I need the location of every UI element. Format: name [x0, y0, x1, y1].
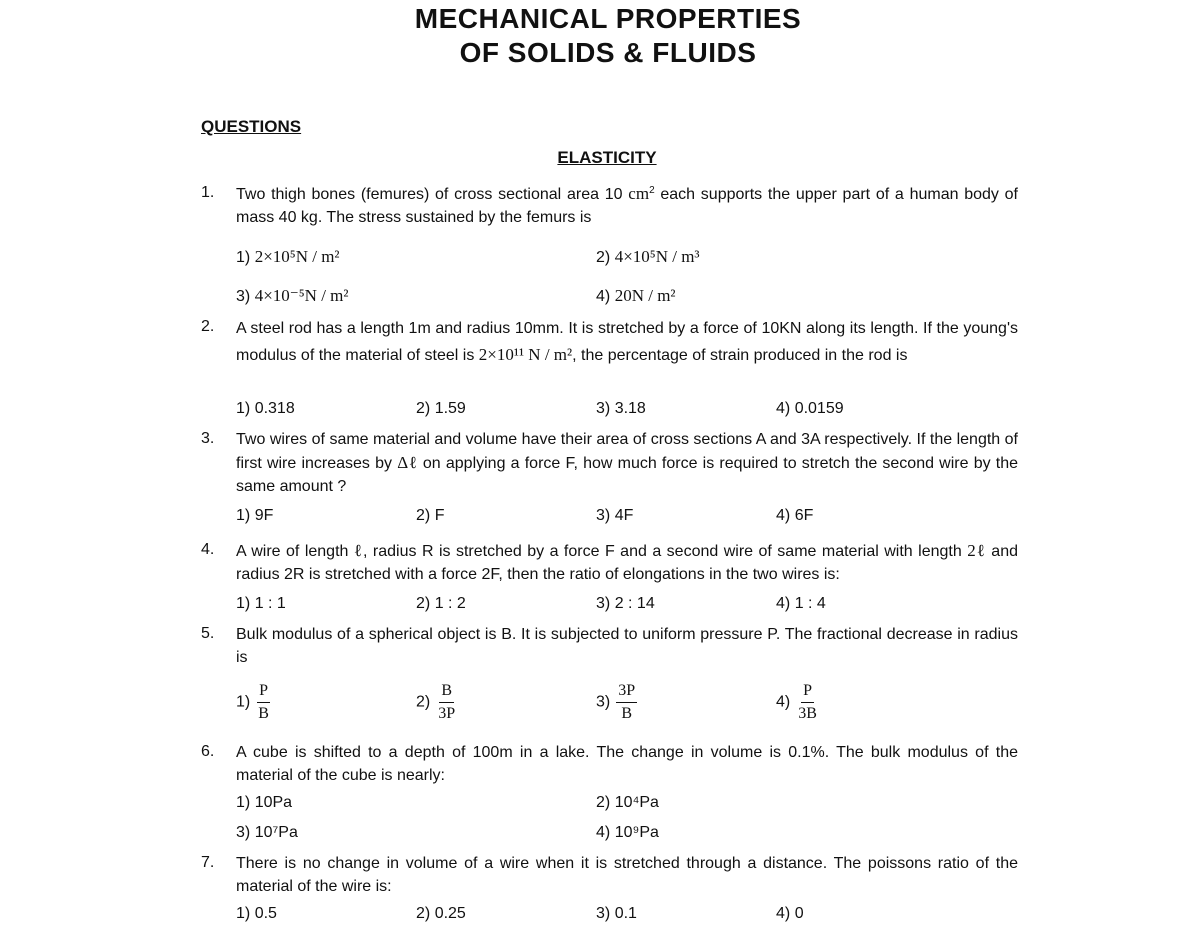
question-number: 2.: [201, 318, 215, 335]
option[interactable]: 4) 1 : 4: [776, 595, 826, 612]
fraction: $\frac{B}{3P}$: [438, 682, 456, 722]
option[interactable]: 4) 20N / m²: [596, 286, 676, 305]
option[interactable]: 3) $\frac{3P}{B}$: [596, 682, 636, 722]
option[interactable]: 2) F: [416, 507, 445, 524]
option[interactable]: 3) 0.1: [596, 905, 637, 922]
question-number: 1.: [201, 184, 215, 201]
question-number: 6.: [201, 743, 215, 760]
option[interactable]: 2) $\frac{B}{3P}$: [416, 682, 456, 722]
option[interactable]: 1) 10Pa: [236, 794, 293, 811]
section-heading: QUESTIONS: [201, 117, 302, 136]
option[interactable]: 4) 0: [776, 905, 804, 922]
option[interactable]: 2) 4×10⁵N / m³: [596, 247, 700, 266]
option[interactable]: 2) 1.59: [416, 400, 466, 417]
page-title-line1: MECHANICAL PROPERTIES: [414, 3, 802, 34]
question-text: Two thigh bones (femures) of cross sectional area 10 $cm^2$ each supports the upper part of a human body of mass 40 kg. The stress sustained by the femurs is: [236, 184, 1019, 226]
question-text: A steel rod has a length 1m and radius 10mm. It is stretched by a force of 10KN along its length. If the young's modulus of the material of steel is 2×10¹¹ N / m², the percentage of strain produced in the rod is: [236, 320, 1018, 364]
option[interactable]: 1) 0.5: [236, 905, 277, 922]
fraction: $\frac{3P}{B}$: [618, 682, 636, 722]
question-text: Two wires of same material and volume have their area of cross sections A and 3A respectively. If the length of first wire increases by Δℓ on applying a force F, how much force is required to stretch the second wire by the same amount ?: [236, 431, 1019, 495]
option[interactable]: 3) 4F: [596, 507, 634, 524]
question-text: Bulk modulus of a spherical object is B. It is subjected to uniform pressure P. The fractional decrease in radius is: [236, 626, 1018, 666]
option[interactable]: 3) 3.18: [596, 400, 646, 417]
question-number: 7.: [201, 854, 215, 871]
fraction: $\frac{P}{B}$: [258, 682, 269, 722]
option[interactable]: 1) 2×10⁵N / m²: [236, 247, 340, 266]
option[interactable]: 4) 10⁹Pa: [596, 824, 659, 841]
page-title-line2: OF SOLIDS & FLUIDS: [459, 37, 757, 68]
option[interactable]: 2) 1 : 2: [416, 595, 466, 612]
option[interactable]: 1) 0.318: [236, 400, 295, 417]
question-number: 3.: [201, 430, 215, 447]
option[interactable]: 2) 10⁴Pa: [596, 794, 659, 811]
option[interactable]: 4) 6F: [776, 507, 814, 524]
option[interactable]: 3) 4×10⁻⁵N / m²: [236, 286, 349, 305]
option[interactable]: 3) 2 : 14: [596, 595, 655, 612]
option[interactable]: 3) 10⁷Pa: [236, 824, 298, 841]
subsection-heading: ELASTICITY: [557, 148, 657, 167]
question-number: 5.: [201, 625, 215, 642]
option[interactable]: 1) $\frac{P}{B}$: [236, 682, 269, 722]
question-text: There is no change in volume of a wire when it is stretched through a distance. The poissons ratio of the material of the wire is:: [236, 855, 1018, 895]
option[interactable]: 1) 9F: [236, 507, 274, 524]
option[interactable]: 4) 0.0159: [776, 400, 844, 417]
question-text: A cube is shifted to a depth of 100m in a lake. The change in volume is 0.1%. The bulk modulus of the material of the cube is nearly:: [236, 744, 1018, 784]
option[interactable]: 2) 0.25: [416, 905, 466, 922]
fraction: $\frac{P}{3B}$: [798, 682, 817, 722]
question-number: 4.: [201, 541, 215, 558]
question-text: A wire of length ℓ, radius R is stretched by a force F and a second wire of same material with length 2ℓ and radius 2R is stretched with a force 2F, then the ratio of elongations in the two wires is:: [236, 541, 1018, 583]
option[interactable]: 4) $\frac{P}{3B}$: [776, 682, 817, 722]
option[interactable]: 1) 1 : 1: [236, 595, 286, 612]
